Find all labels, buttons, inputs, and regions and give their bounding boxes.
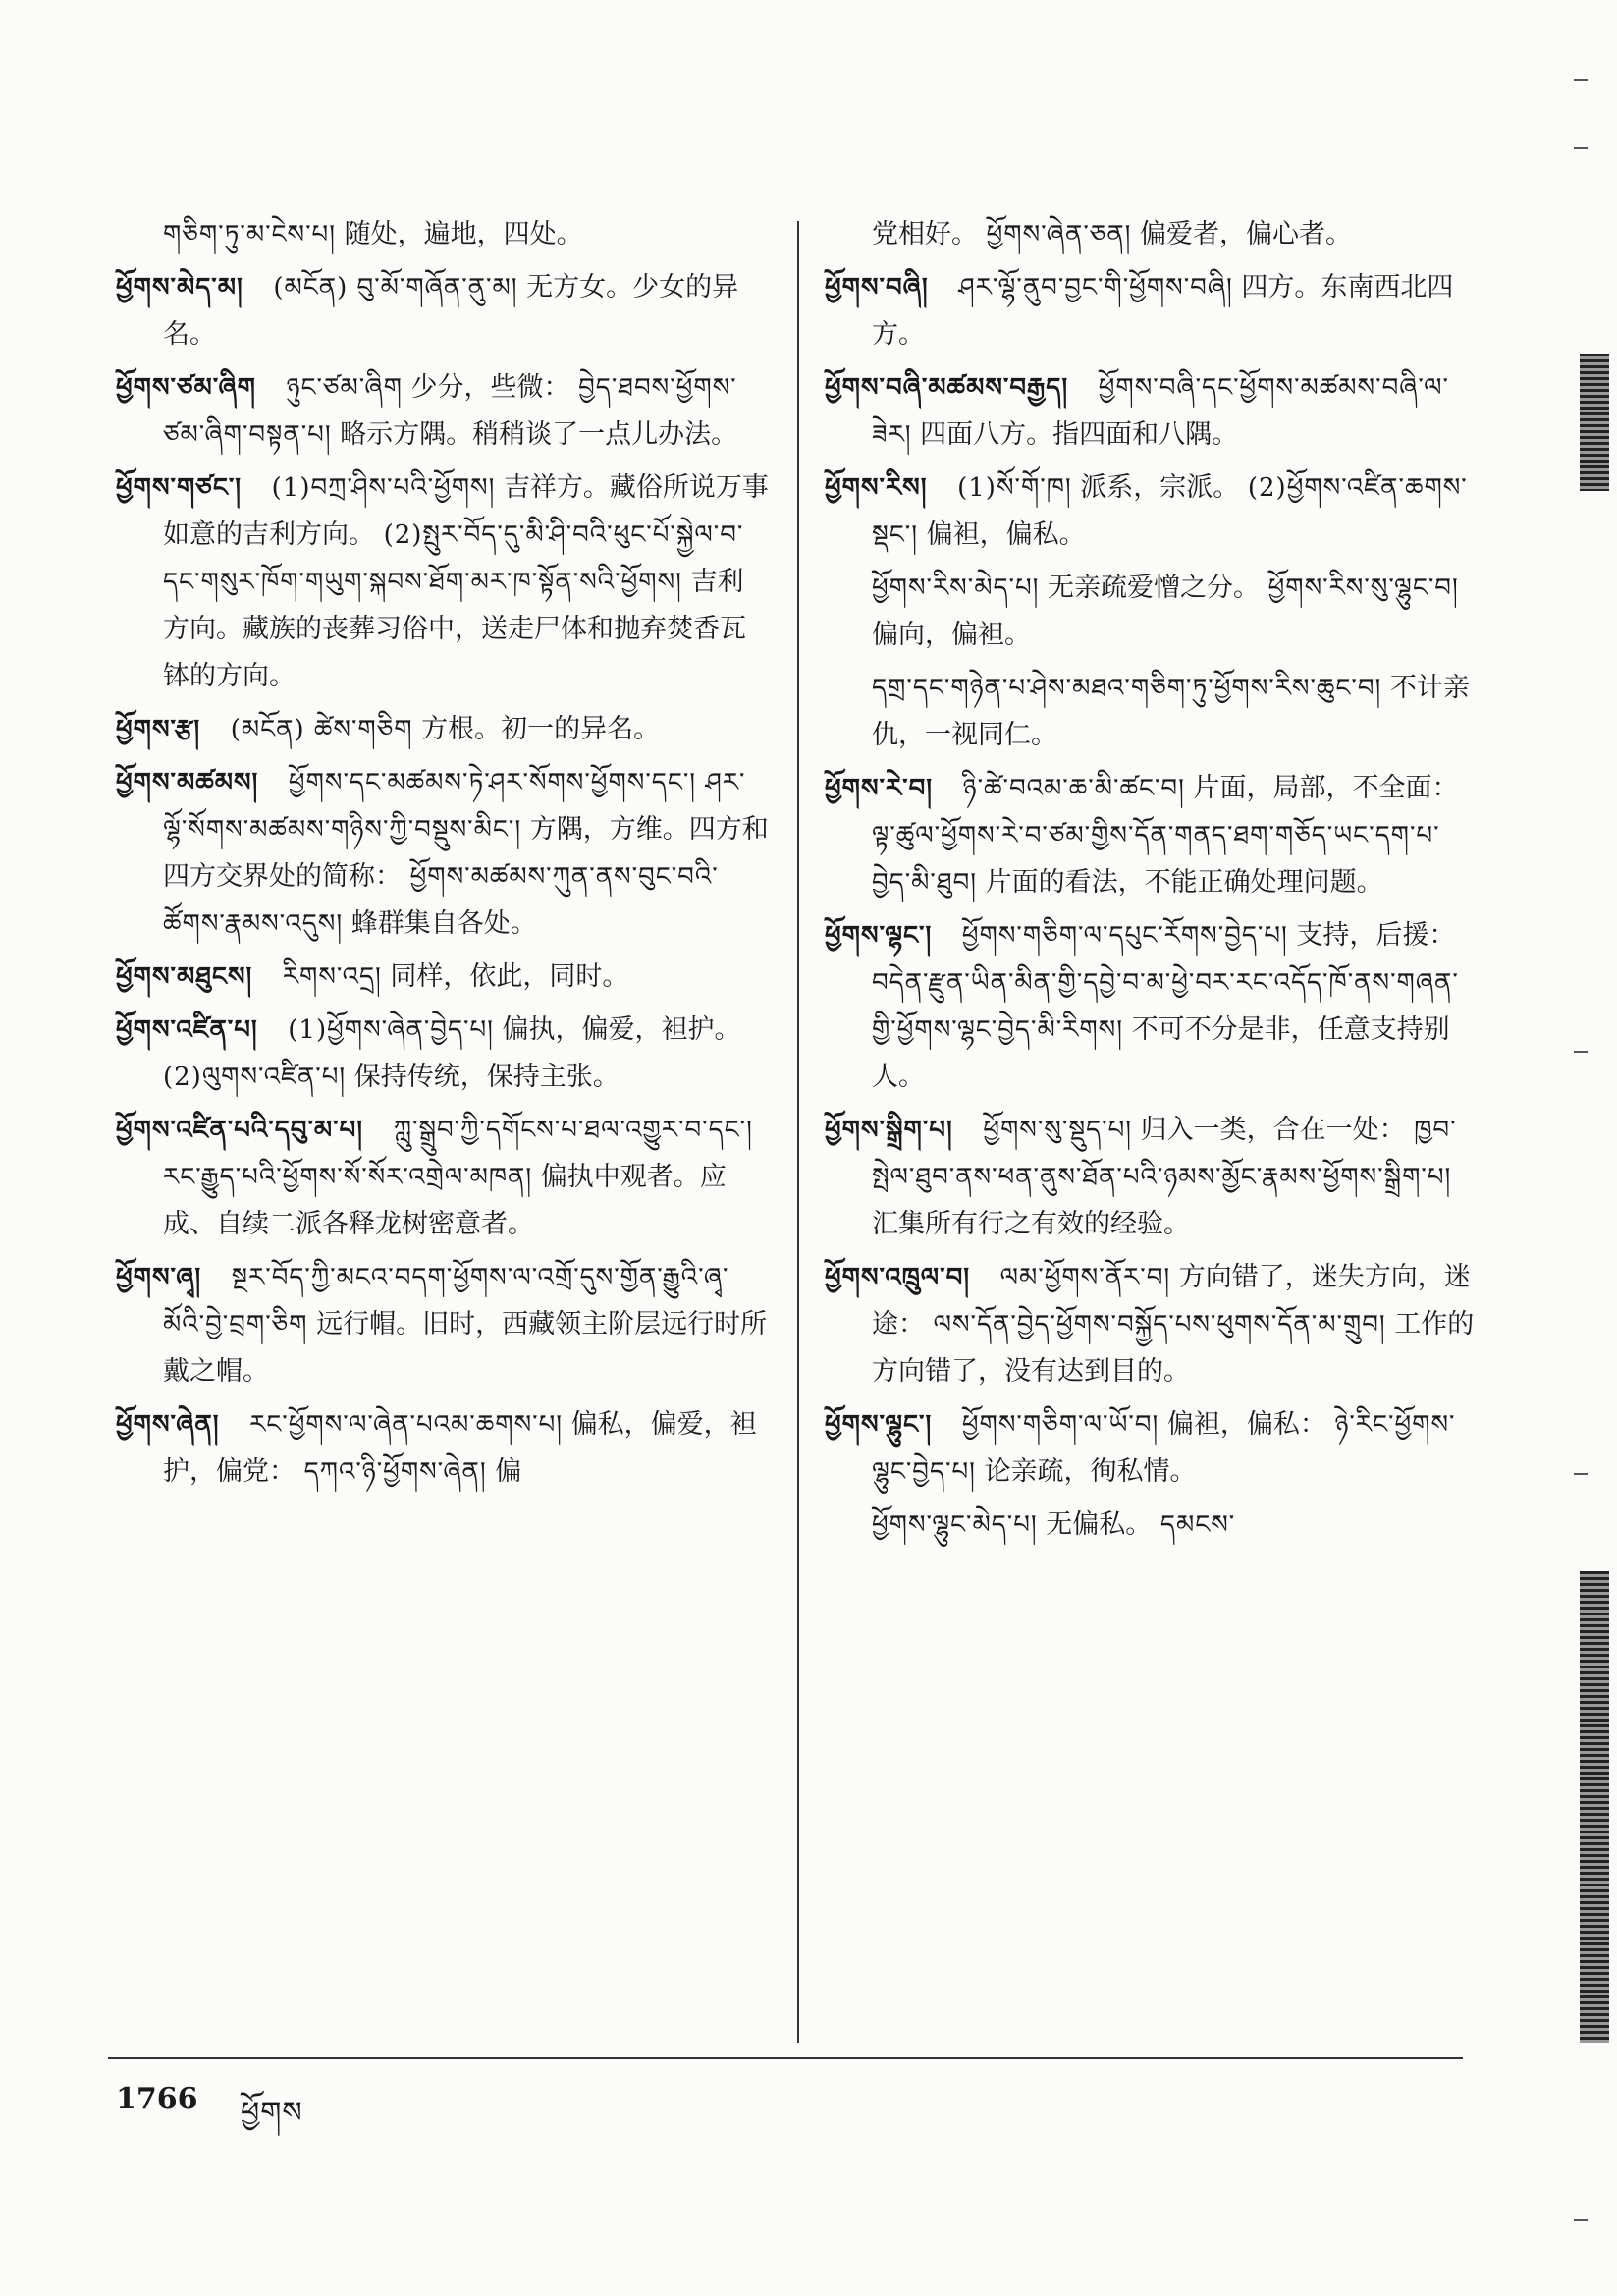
dictionary-entry — [825, 1254, 1478, 1395]
entry-chinese-definition: 片面，局部，不全面： — [1193, 773, 1459, 803]
entry-tibetan-example: ཕྱོགས་ཞེན་ཅན། — [986, 220, 1132, 249]
dictionary-entry — [825, 1502, 1478, 1549]
dictionary-entry — [825, 211, 1478, 258]
entry-chinese-definition: 方隅，方维。四方和四方交界处的简称： — [163, 814, 769, 892]
entry-headword: ཕྱོགས་ལྷུང་། — [825, 1410, 933, 1440]
entry-chinese-example: 汇集所有行之有效的经验。 — [872, 1209, 1190, 1239]
entry-chinese-definition: 不计亲仇，一视同仁。 — [872, 673, 1470, 750]
dictionary-entry — [825, 465, 1478, 559]
entry-chinese-definition: 派系，宗派。 — [1080, 472, 1240, 503]
entry-chinese-definition: 无亲疏爱憎之分。 — [1048, 573, 1260, 603]
dictionary-entry — [825, 565, 1478, 659]
entry-tibetan-definition: ཉུང་ཙམ་ཞིག — [286, 373, 403, 403]
entry-chinese-definition: 无偏私。 — [1046, 1509, 1153, 1540]
entry-chinese-definition: 方向错了，迷失方向，迷途： — [872, 1262, 1471, 1339]
entry-tibetan-definition: (མངོན) ཚེས་གཅིག — [230, 715, 413, 744]
entry-chinese-definition: 党相好。 — [872, 219, 978, 249]
entry-headword: ཕྱོགས་རེ་བ། — [825, 774, 934, 803]
entry-chinese-definition: 无方女。少女的异名。 — [163, 272, 739, 350]
entry-tibetan-definition: ཉི་ཚེ་བའམ་ཆ་མི་ཚང་བ། — [962, 774, 1185, 803]
entry-chinese-definition: 四面八方。指四面和八隅。 — [920, 419, 1239, 450]
entry-tibetan-definition: རིགས་འདྲ། — [282, 962, 382, 992]
entry-tibetan-example: དཀའ་ཉི་ཕྱོགས་ཞེན། — [303, 1457, 487, 1487]
dictionary-entry — [116, 364, 769, 459]
entry-tibetan-definition: (1)བཀྲ་ཤིས་པའི་ཕྱོགས། — [271, 473, 496, 503]
dictionary-entry — [116, 706, 769, 753]
dictionary-entry — [825, 364, 1478, 459]
entry-headword: ཕྱོགས་ཞེན། — [116, 1410, 220, 1440]
entry-chinese-definition: 方根。初一的异名。 — [421, 714, 661, 744]
right-column — [825, 211, 1478, 1555]
running-head: ཕྱོགས — [241, 2096, 303, 2130]
entry-tibetan-definition: ལམ་ཕྱོགས་ནོར་བ། — [999, 1263, 1171, 1292]
entry-tibetan-definition: ཕྱོགས་དང་མཚམས་ཏེ་ཤར་སོགས་ཕྱོགས་དང་། ཤར་ལྷོ་སོགས་མཚམས་གཉིས་ཀྱི་བསྡུས་མིང་། — [163, 768, 746, 845]
entry-headword: ཕྱོགས་རྩ། — [116, 715, 201, 744]
entry-chinese-example: 不可不分是非，任意支持别人。 — [872, 1014, 1450, 1092]
entry-headword: ཕྱོགས་འཛིན་པའི་དབུ་མ་པ། — [116, 1116, 364, 1145]
entry-chinese-definition: 少分，些微： — [410, 372, 570, 403]
entry-headword: ཕྱོགས་ཞྭ། — [116, 1263, 202, 1292]
entry-tibetan-definition: གཅིག་ཏུ་མ་ངེས་པ། — [163, 220, 336, 249]
entry-chinese-definition: 偏执，偏爱，袒护。 — [502, 1014, 741, 1045]
dictionary-entry — [116, 1254, 769, 1395]
scan-edge-tick — [1574, 79, 1588, 81]
entry-chinese-definition: 四方。东南西北四方。 — [872, 272, 1454, 350]
entry-headword: ཕྱོགས་མཐུངས། — [116, 962, 253, 992]
entry-headword: ཕྱོགས་ལྷང་། — [825, 921, 933, 951]
entry-tibetan-definition: ཕྱོགས་གཅིག་ལ་དཔུང་རོགས་བྱེད་པ། — [961, 921, 1288, 951]
dictionary-entry — [825, 1107, 1478, 1248]
entry-headword: ཕྱོགས་སྒྲིག་པ། — [825, 1116, 953, 1145]
entry-headword: ཕྱོགས་འཛིན་པ། — [116, 1015, 258, 1045]
entry-headword: ཕྱོགས་བཞི། — [825, 273, 929, 302]
entry-tibetan-example: ཉེ་རིང་ཕྱོགས་ལྷུང་བྱེད་པ། — [872, 1410, 1456, 1487]
entry-headword: ཕྱོགས་མཚམས། — [116, 768, 259, 797]
entry-tibetan-definition: ཕྱོགས་བཞི་དང་ཕྱོགས་མཚམས་བཞི་ལ་ཟེར། — [872, 373, 1449, 450]
entry-chinese-example: 论亲疏，徇私情。 — [984, 1456, 1197, 1487]
entry-chinese-definition: 同样，依此，同时。 — [390, 961, 629, 992]
entry-headword: ཕྱོགས་ཙམ་ཞིག — [116, 373, 256, 403]
entry-tibetan-example: (2)ལུགས་འཛིན་པ། — [163, 1063, 347, 1092]
entry-chinese-example: 略示方隅。稍稍谈了一点儿办法。 — [340, 419, 738, 450]
entry-chinese-example: 偏袒，偏私。 — [926, 519, 1086, 550]
entry-chinese-example: 工作的方向错了，没有达到目的。 — [872, 1309, 1475, 1387]
entry-chinese-example: 片面的看法，不能正确处理问题。 — [985, 867, 1383, 898]
left-column — [116, 211, 769, 1502]
entry-chinese-example: 偏向，偏袒。 — [872, 620, 1031, 650]
entry-tibetan-definition: ཤར་ལྷོ་ནུབ་བྱང་གི་ཕྱོགས་བཞི། — [958, 273, 1233, 302]
dictionary-entry — [116, 211, 769, 258]
entry-tibetan-definition: ཕྱོགས་ལྷུང་མེད་པ། — [872, 1510, 1038, 1540]
dictionary-entry — [116, 1007, 769, 1101]
entry-tibetan-definition: ཕྱོགས་རིས་མེད་པ། — [872, 574, 1040, 603]
scan-edge-tick — [1574, 1473, 1588, 1475]
entry-headword: ཕྱོགས་རིས། — [825, 473, 928, 503]
entry-chinese-example: 蜂群集自各处。 — [350, 908, 537, 939]
entry-tibetan-definition: (1)ཕྱོགས་ཞེན་བྱེད་པ། — [288, 1015, 494, 1045]
entry-tibetan-example: བྱེད་ཐབས་ཕྱོགས་ཙམ་ཞིག་བསྟན་པ། — [163, 373, 737, 450]
entry-headword: ཕྱོགས་བཞི་མཚམས་བརྒྱད། — [825, 373, 1069, 403]
dictionary-entry — [825, 765, 1478, 906]
entry-chinese-example: 保持传统，保持主张。 — [353, 1062, 620, 1092]
dictionary-entry — [116, 1401, 769, 1496]
entry-tibetan-example: ལྟ་ཚུལ་ཕྱོགས་རེ་བ་ཙམ་གྱིས་དོན་གནད་ཐག་གཅོད་ཡང་དག་པ་བྱེད་མི་ཐུབ། — [872, 821, 1440, 898]
entry-tibetan-example: ཕྱོགས་རིས་སུ་ལྷུང་བ། — [1267, 574, 1459, 603]
entry-chinese-example: 吉利方向。藏族的丧葬习俗中，送走尸体和抛弃焚香瓦钵的方向。 — [163, 567, 746, 691]
entry-tibetan-example: དམངས་ — [1159, 1510, 1236, 1540]
dictionary-entry — [116, 759, 769, 948]
entry-chinese-definition: 吉祥方。藏俗所说万事如意的吉利方向。 — [163, 472, 769, 550]
entry-tibetan-definition: རང་ཕྱོགས་ལ་ཞེན་པའམ་ཆགས་པ། — [249, 1410, 564, 1440]
dictionary-entry — [825, 1401, 1478, 1496]
entry-chinese-definition: 偏私，偏爱，袒护，偏党： — [163, 1409, 757, 1487]
entry-headword: ཕྱོགས་གཙང་། — [116, 473, 243, 503]
entry-chinese-definition: 支持，后援： — [1296, 920, 1456, 951]
entry-chinese-definition: 远行帽。旧时，西藏领主阶层远行时所戴之帽。 — [163, 1309, 768, 1387]
footer-rule — [108, 2057, 1463, 2059]
entry-chinese-definition: 偏执中观者。应成、自续二派各释龙树密意者。 — [163, 1162, 727, 1239]
entry-tibetan-definition: སྔར་བོད་ཀྱི་མངའ་བདག་ཕྱོགས་ལ་འགྲོ་དུས་གྱོན་རྒྱུའི་ཞྭ་མོའི་བྱེ་བྲག་ཅིག — [163, 1263, 729, 1339]
entry-tibetan-example: ཁྱབ་སྤེལ་ཐུབ་ནས་ཕན་ནུས་ཐོན་པའི་ཉམས་མྱོང་རྣམས་ཕྱོགས་སྒྲིག་པ། — [872, 1116, 1457, 1192]
dictionary-entry — [116, 264, 769, 358]
entry-chinese-definition: 归入一类，合在一处： — [1140, 1115, 1406, 1145]
column-divider — [797, 221, 799, 2043]
entry-tibetan-example: ལས་དོན་བྱེད་ཕྱོགས་བསྐྱོད་པས་ཕུགས་དོན་མ་གྲུབ། — [933, 1310, 1386, 1339]
entry-tibetan-definition: དགྲ་དང་གཉེན་པ་ཤེས་མཐའ་གཅིག་ཏུ་ཕྱོགས་རིས་ཆུང་བ། — [872, 674, 1382, 703]
page-number: 1766 — [116, 2082, 198, 2116]
entry-chinese-definition: 随处，遍地，四处。 — [344, 219, 583, 249]
entry-tibetan-definition: ཕྱོགས་གཅིག་ལ་ཡོ་བ། — [961, 1410, 1159, 1440]
scan-edge-mark — [1580, 354, 1609, 491]
entry-tibetan-example: (2)སྤུར་བོད་དུ་མི་ཤི་བའི་ཕུང་པོ་སྐྱེལ་བ་དང་གསུར་ཁོག་གཡུག་སྐབས་ཐོག་མར་ཁ་སྟོན་སའི་ཕྱོགས། — [163, 520, 744, 597]
entry-tibetan-example: (2)ཕྱོགས་འཛིན་ཆགས་སྡང་། — [872, 473, 1468, 550]
dictionary-entry — [825, 912, 1478, 1101]
entry-headword: ཕྱོགས་འཁྲུལ་བ། — [825, 1263, 971, 1292]
dictionary-entry — [825, 264, 1478, 358]
scan-edge-tick — [1574, 147, 1588, 149]
entry-tibetan-example: བདེན་རྫུན་ཡིན་མིན་གྱི་དབྱེ་བ་མ་ཕྱེ་བར་རང་འདོད་ཁོ་ནས་གཞན་གྱི་ཕྱོགས་ལྷང་བྱེད་མི་རིགས། — [872, 968, 1459, 1045]
dictionary-entry — [825, 665, 1478, 759]
dictionary-entry — [116, 1107, 769, 1248]
entry-tibetan-definition: (མངོན) བུ་མོ་གཞོན་ནུ་མ། — [273, 273, 518, 302]
scan-edge-mark — [1580, 1571, 1609, 2043]
entry-tibetan-definition: ཀླུ་སྒྲུབ་ཀྱི་དགོངས་པ་ཐལ་འགྱུར་བ་དང་། རང་རྒྱུད་པའི་ཕྱོགས་སོ་སོར་འགྲེལ་མཁན། — [163, 1116, 753, 1192]
entry-tibetan-definition: (1)སོ་གོ་ཁ། — [957, 473, 1072, 503]
entry-tibetan-example: ཕྱོགས་མཚམས་ཀུན་ནས་བུང་བའི་ཚོགས་རྣམས་འདུས། — [163, 862, 719, 939]
entry-chinese-example: 偏 — [495, 1456, 522, 1487]
entry-chinese-example: 偏爱者，偏心者。 — [1140, 219, 1353, 249]
scan-edge-tick — [1574, 1051, 1588, 1053]
dictionary-entry — [116, 954, 769, 1001]
entry-tibetan-definition: ཕྱོགས་སུ་སྡུད་པ། — [983, 1116, 1133, 1145]
dictionary-entry — [116, 465, 769, 700]
entry-headword: ཕྱོགས་མེད་མ། — [116, 273, 243, 302]
scan-edge-tick — [1574, 2219, 1588, 2221]
entry-chinese-definition: 偏袒，偏私： — [1166, 1409, 1326, 1440]
